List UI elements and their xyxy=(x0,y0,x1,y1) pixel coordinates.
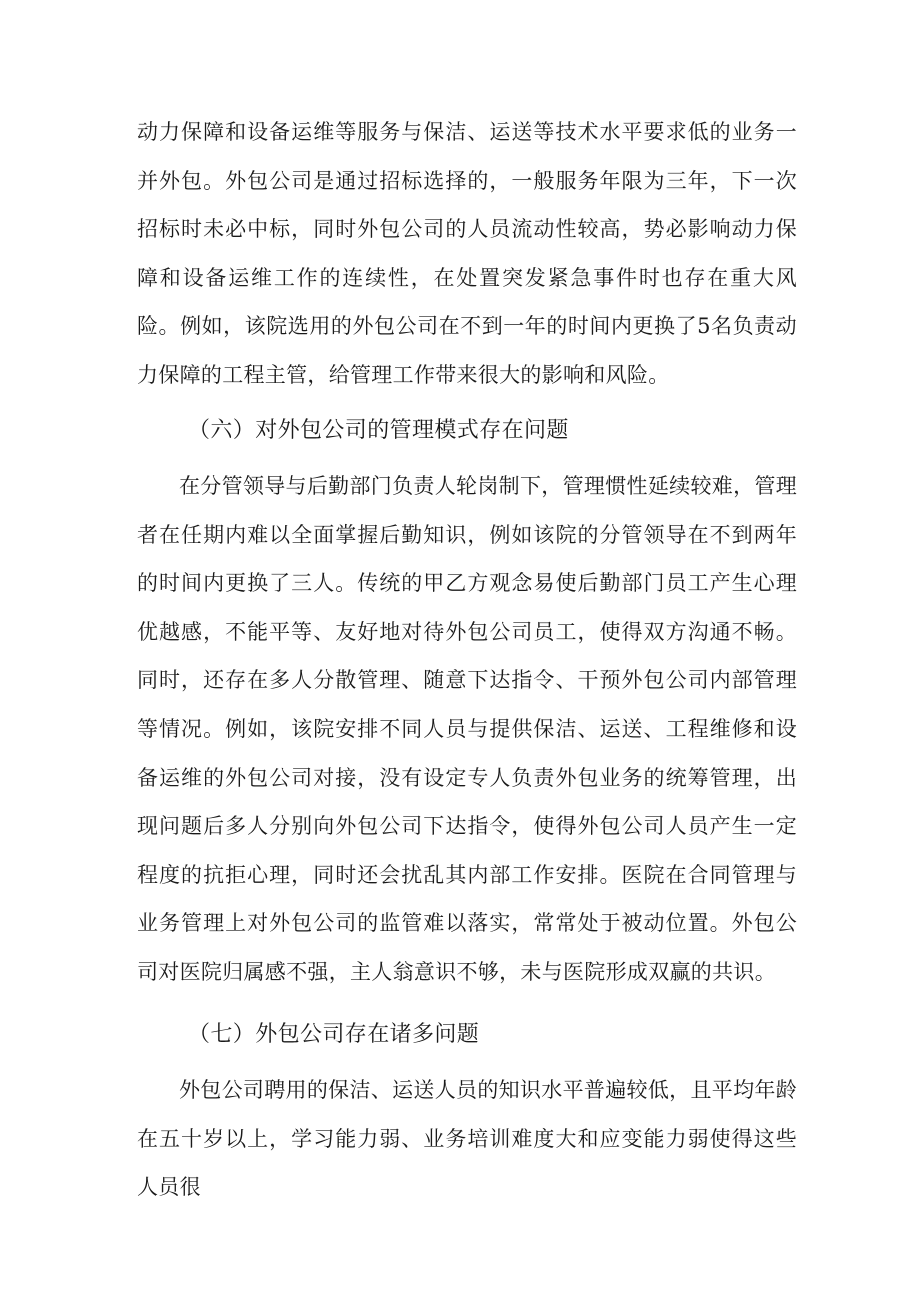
body-paragraph: 动力保障和设备运维等服务与保洁、运送等技术水平要求低的业务一并外包。外包公司是通过招标选择的，一般服务年限为三年，下一次招标时未必中标，同时外包公司的人员流动性较高，势必影响动力保障和设备运维工作的连续性，在处置突发紧急事件时也存在重大风险。例如，该院选用的外包公司在不到一年的时间内更换了5名负责动力保障的工程主管，给管理工作带来很大的影响和风险。 xyxy=(137,120,797,387)
body-paragraph: 在分管领导与后勤部门负责人轮岗制下，管理惯性延续较难，管理者在任期内难以全面掌握后勤知识，例如该院的分管领导在不到两年的时间内更换了三人。传统的甲乙方观念易使后勤部门员工产生心理优越感，不能平等、友好地对待外包公司员工，使得双方沟通不畅。同时，还存在多人分散管理、随意下达指令、干预外包公司内部管理等情况。例如，该院安排不同人员与提供保洁、运送、工程维修和设备运维的外包公司对接，没有设定专人负责外包业务的统筹管理，出现问题后多人分别向外包公司下达指令，使得外包公司人员产生一定程度的抗拒心理，同时还会扰乱其内部工作安排。医院在合同管理与业务管理上对外包公司的监管难以落实，常常处于被动位置。外包公司对医院归属感不强，主人翁意识不够，未与医院形成双赢的共识。 xyxy=(137,474,797,984)
section-heading-6: （六）对外包公司的管理模式存在问题 xyxy=(188,418,569,443)
body-paragraph: 外包公司聘用的保洁、运送人员的知识水平普遍较低，且平均年龄在五十岁以上，学习能力弱、业务培训难度大和应变能力弱使得这些人员很 xyxy=(137,1078,797,1200)
section-heading-7: （七）外包公司存在诸多问题 xyxy=(188,1022,480,1047)
